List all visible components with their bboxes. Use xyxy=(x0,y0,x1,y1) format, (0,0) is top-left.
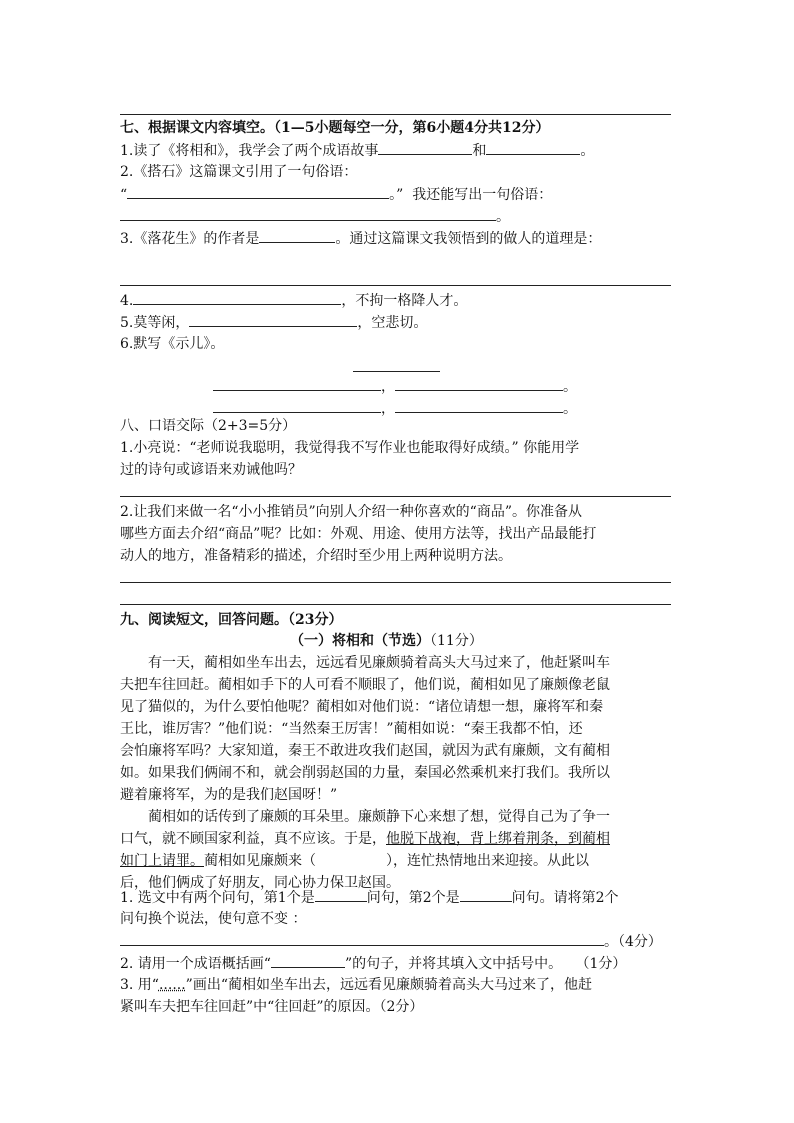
answer-blank[interactable] xyxy=(120,931,604,946)
answer-blank[interactable] xyxy=(213,376,381,391)
s7-q3: 3.《落花生》的作者是 。通过这篇课文我领悟到的做人的道理是： xyxy=(120,228,601,249)
answer-line[interactable] xyxy=(120,496,671,497)
answer-blank[interactable] xyxy=(395,398,563,413)
top-rule xyxy=(120,114,671,115)
passage-line: 避着廉将军，为的是我们赵国呀！” xyxy=(120,787,338,803)
s9-q1-line2: 问句换个说法，使句意不变 ： xyxy=(120,911,307,927)
s7-q4: 4. ，不拘一格降人才。 xyxy=(120,290,467,311)
answer-blank[interactable] xyxy=(213,398,381,413)
s9-q3: 3. 用“......”画出“蔺相如坐车出去，远远看见廉颇骑着高头大马过来了，他赶 xyxy=(120,977,592,993)
answer-blank[interactable] xyxy=(133,290,341,305)
answer-blank[interactable] xyxy=(395,376,563,391)
passage-line: 如。如果我们俩闹不和，就会削弱赵国的力量，秦国必然乘机来打我们。我所以 xyxy=(120,765,610,781)
passage-line: 夫把车往回赶。蔺相如手下的人可看不顺眼了，他们说，蔺相如见了廉颇像老鼠 xyxy=(120,677,610,693)
marker-sample xyxy=(271,953,345,968)
poem-line-2: ， 。 xyxy=(213,398,577,419)
section7-heading: 七、根据课文内容填空。（1—5小题每空一分，第6小题4分共12分） xyxy=(120,120,550,136)
passage-line: 后，他们俩成了好朋友，同心协力保卫赵国。 xyxy=(120,875,400,891)
s8-q2-line2: 哪些方面去介绍“商品”呢？比如：外观、用途、使用方法等，找出产品最能打 xyxy=(120,526,597,542)
answer-line[interactable] xyxy=(120,285,671,286)
s9-q1-answer: 。（4分） xyxy=(120,931,662,952)
answer-blank[interactable] xyxy=(460,887,512,902)
answer-blank[interactable] xyxy=(378,140,472,155)
passage-line: 口气，就不顾国家利益，真不应该。于是，他脱下战袍，背上绑着荆条，到蔺相 xyxy=(120,831,610,847)
answer-line[interactable] xyxy=(120,582,671,583)
passage-line: 见了猫似的，为什么要怕他呢？蔺相如对他们说：“诸位请想一想，廉将军和秦 xyxy=(120,699,604,715)
answer-line[interactable] xyxy=(120,604,671,605)
s8-q2-line3: 动人的地方，准备精彩的描述，介绍时至少用上两种说明方法。 xyxy=(120,548,512,564)
passage-line: 蔺相如的话传到了廉颇的耳朵里。廉颇静下心来想了想，觉得自己为了争一 xyxy=(148,809,610,825)
s7-q2-own-proverb: 。 xyxy=(120,206,510,227)
answer-blank[interactable] xyxy=(315,887,367,902)
s7-q2-proverb: “ 。” 我还能写出一句俗语： xyxy=(120,184,552,205)
answer-blank[interactable] xyxy=(259,228,335,243)
s9-q1: 1. 选文中有两个问句，第1个是 问句，第2个是 问句。请将第2个 xyxy=(120,887,619,908)
passage-line: 如门上请罪。蔺相如见廉颇来（ ），连忙热情地出来迎接。从此以 xyxy=(120,853,589,869)
passage-line: 王比，谁厉害？”他们说：“当然秦王厉害！”蔺相如说：“秦王我都不怕，还 xyxy=(120,721,583,737)
poem-title-blank[interactable] xyxy=(353,371,440,372)
s9-q2: 2. 请用一个成语概括画“ ”的句子，并将其填入文中括号中。 （1分） xyxy=(120,953,626,974)
s8-q2-line1: 2.让我们来做一名“小小推销员”向别人介绍一种你喜欢的“商品”。你准备从 xyxy=(120,504,582,520)
section8-heading: 八、口语交际（2+3=5分） xyxy=(120,418,297,434)
underlined-sentence: 如门上请罪。 xyxy=(120,853,204,869)
s7-q5: 5.莫等闲， ，空悲切。 xyxy=(120,312,427,333)
passage-line: 有一天，蔺相如坐车出去，远远看见廉颇骑着高头大马过来了，他赶紧叫车 xyxy=(148,655,610,671)
answer-blank[interactable] xyxy=(120,206,496,221)
passage-line: 会怕廉将军吗？大家知道，秦王不敢进攻我们赵国，就因为武有廉颇，文有蔺相 xyxy=(120,743,610,759)
answer-blank[interactable] xyxy=(486,140,580,155)
answer-blank[interactable] xyxy=(189,312,357,327)
poem-line-1: ， 。 xyxy=(213,376,577,397)
answer-blank[interactable] xyxy=(127,184,389,199)
section9-heading: 九、阅读短文，回答问题。（23分） xyxy=(120,612,343,628)
s8-q1-line2: 过的诗句或谚语来劝诫他吗？ xyxy=(120,462,302,478)
underlined-sentence: 他脱下战袍，背上绑着荆条，到蔺相 xyxy=(386,831,610,847)
s8-q1-line1: 1.小亮说：“老师说我聪明，我觉得我不写作业也能取得好成绩。” 你能用学 xyxy=(120,440,580,456)
s9-q3-line2: 紧叫车夫把车往回赶”中“往回赶”的原因。（2分） xyxy=(120,999,424,1015)
passage-title: （一）将相和（节选）（11分） xyxy=(290,633,483,649)
s7-q1: 1.读了《将相和》，我学会了两个成语故事 和 。 xyxy=(120,140,594,161)
s7-q6: 6.默写《示儿》。 xyxy=(120,336,225,352)
s7-q2: 2.《搭石》这篇课文引用了一句俗语： xyxy=(120,164,358,180)
dotted-marker: ...... xyxy=(158,977,186,993)
